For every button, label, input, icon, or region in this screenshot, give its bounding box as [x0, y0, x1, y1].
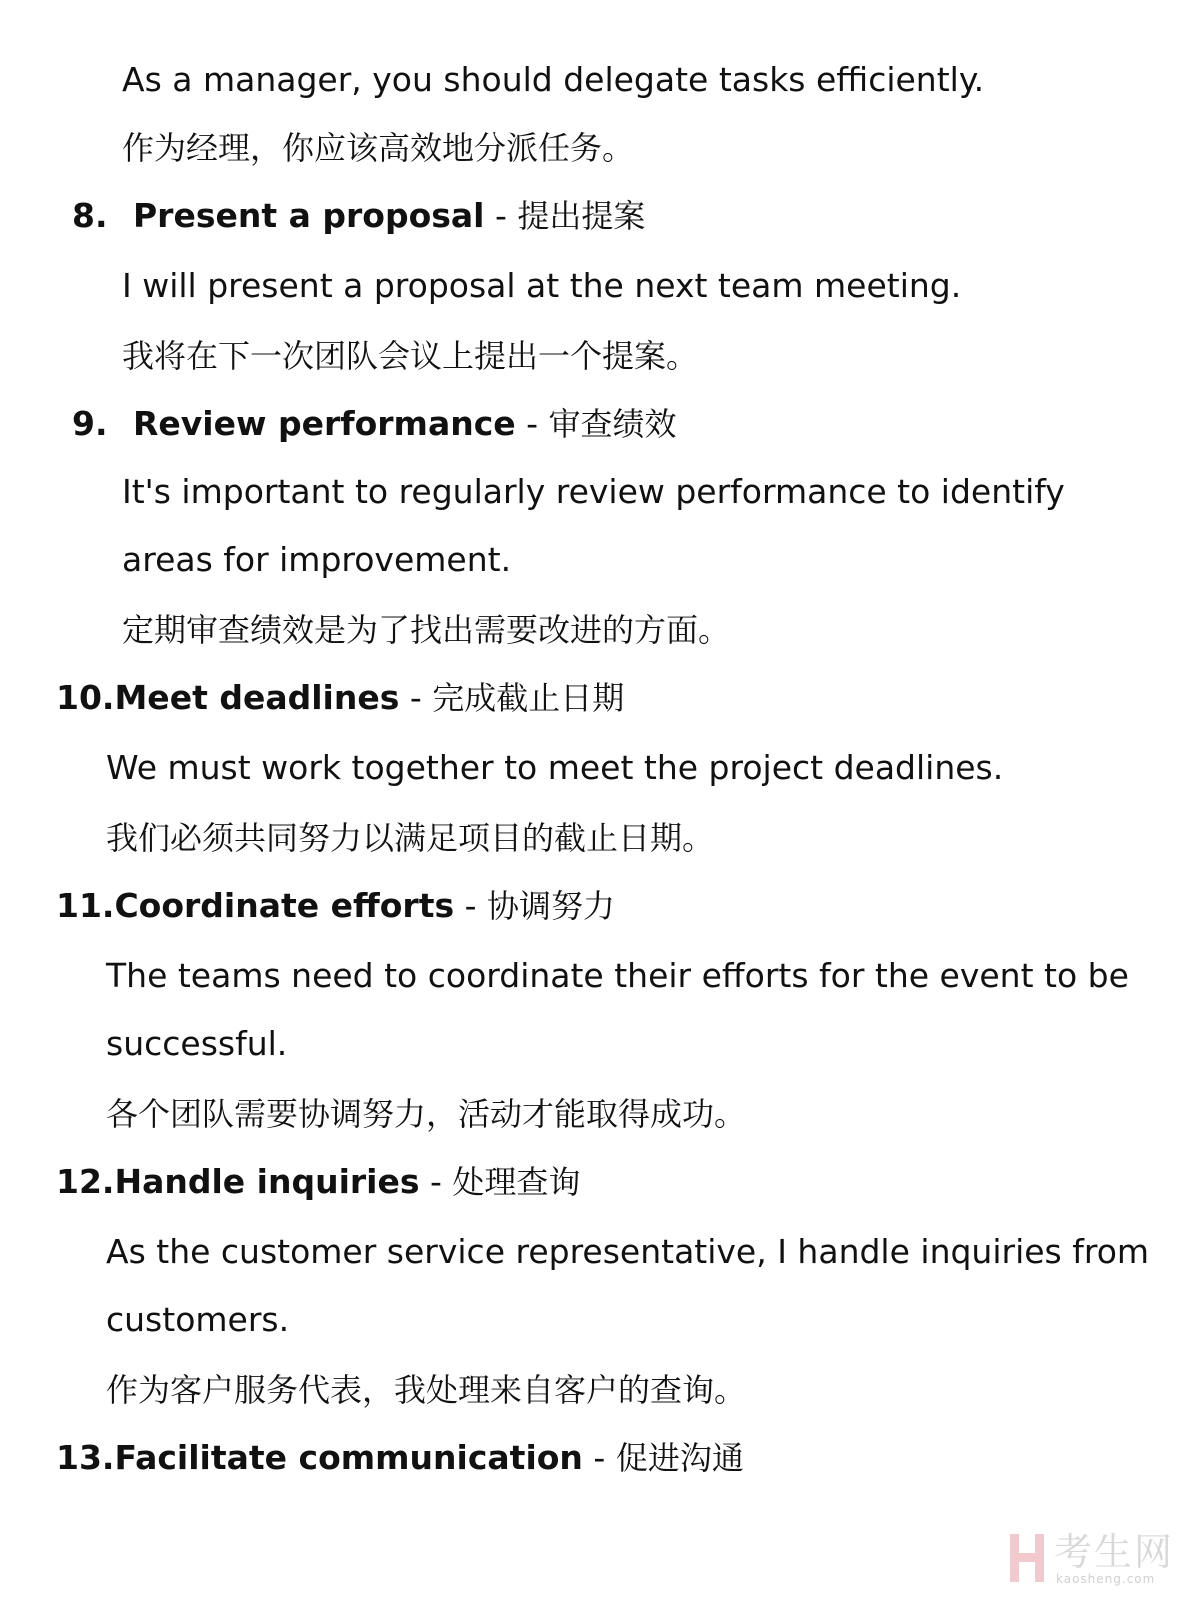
entry-example-zh: 我们必须共同努力以满足项目的截止日期。 [106, 819, 715, 857]
entry-example-zh: 定期审查绩效是为了找出需要改进的方面。 [122, 611, 731, 649]
entry-separator: - [454, 886, 488, 925]
entry-term: Meet deadlines [114, 678, 400, 717]
entry-separator: - [484, 196, 518, 235]
entry-heading [72, 196, 645, 236]
entry-example-en: I will present a proposal at the next team meeting. [122, 266, 962, 305]
entry-translation: 提出提案 [517, 197, 646, 235]
entry-number: 13. [56, 1438, 115, 1477]
entry-example-zh: 作为客户服务代表，我处理来自客户的查询。 [106, 1371, 747, 1409]
entry-translation: 完成截止日期 [432, 679, 625, 717]
entry-number: 11. [56, 886, 115, 925]
entry-heading [56, 886, 615, 926]
entry-separator: - [515, 404, 549, 443]
entry-heading [56, 678, 624, 718]
entry-example-en: successful. [106, 1024, 288, 1063]
entry-example-en: It's important to regularly review performance to identify [122, 472, 1065, 511]
entry-translation: 处理查询 [452, 1163, 581, 1201]
entry-number: 8. [72, 196, 108, 235]
entry-separator: - [419, 1162, 453, 1201]
entry-term: Coordinate efforts [114, 886, 455, 925]
entry-example-en: customers. [106, 1300, 290, 1339]
entry-example-en: As the customer service representative, I handle inquiries from [106, 1232, 1150, 1271]
entry-example-en: The teams need to coordinate their efforts for the event to be [106, 956, 1129, 995]
entry-term: Handle inquiries [114, 1162, 420, 1201]
entry-translation: 审查绩效 [548, 405, 677, 443]
entry-separator: - [582, 1438, 616, 1477]
entry-number: 12. [56, 1162, 115, 1201]
intro-example-en: As a manager, you should delegate tasks efficiently. [122, 60, 985, 99]
entry-heading [56, 1438, 744, 1478]
watermark-logo-icon [1010, 1534, 1044, 1582]
entry-number: 9. [72, 404, 108, 443]
entry-example-en: areas for improvement. [122, 540, 512, 579]
entry-example-zh: 我将在下一次团队会议上提出一个提案。 [122, 337, 699, 375]
entry-heading [72, 404, 677, 444]
entry-separator: - [399, 678, 433, 717]
entry-translation: 促进沟通 [615, 1439, 744, 1477]
entry-term: Facilitate communication [114, 1438, 583, 1477]
entry-term: Present a proposal [133, 196, 485, 235]
entry-translation: 协调努力 [487, 887, 616, 925]
entry-example-en: We must work together to meet the project deadlines. [106, 748, 1004, 787]
entry-heading [56, 1162, 580, 1202]
watermark-text: 考生网 [1054, 1530, 1175, 1574]
entry-term: Review performance [133, 404, 516, 443]
watermark-subtext: kaosheng.com [1056, 1572, 1156, 1586]
entry-number: 10. [56, 678, 115, 717]
entry-example-zh: 各个团队需要协调努力，活动才能取得成功。 [106, 1095, 747, 1133]
intro-example-zh: 作为经理，你应该高效地分派任务。 [122, 129, 635, 167]
watermark [1010, 1530, 1190, 1590]
